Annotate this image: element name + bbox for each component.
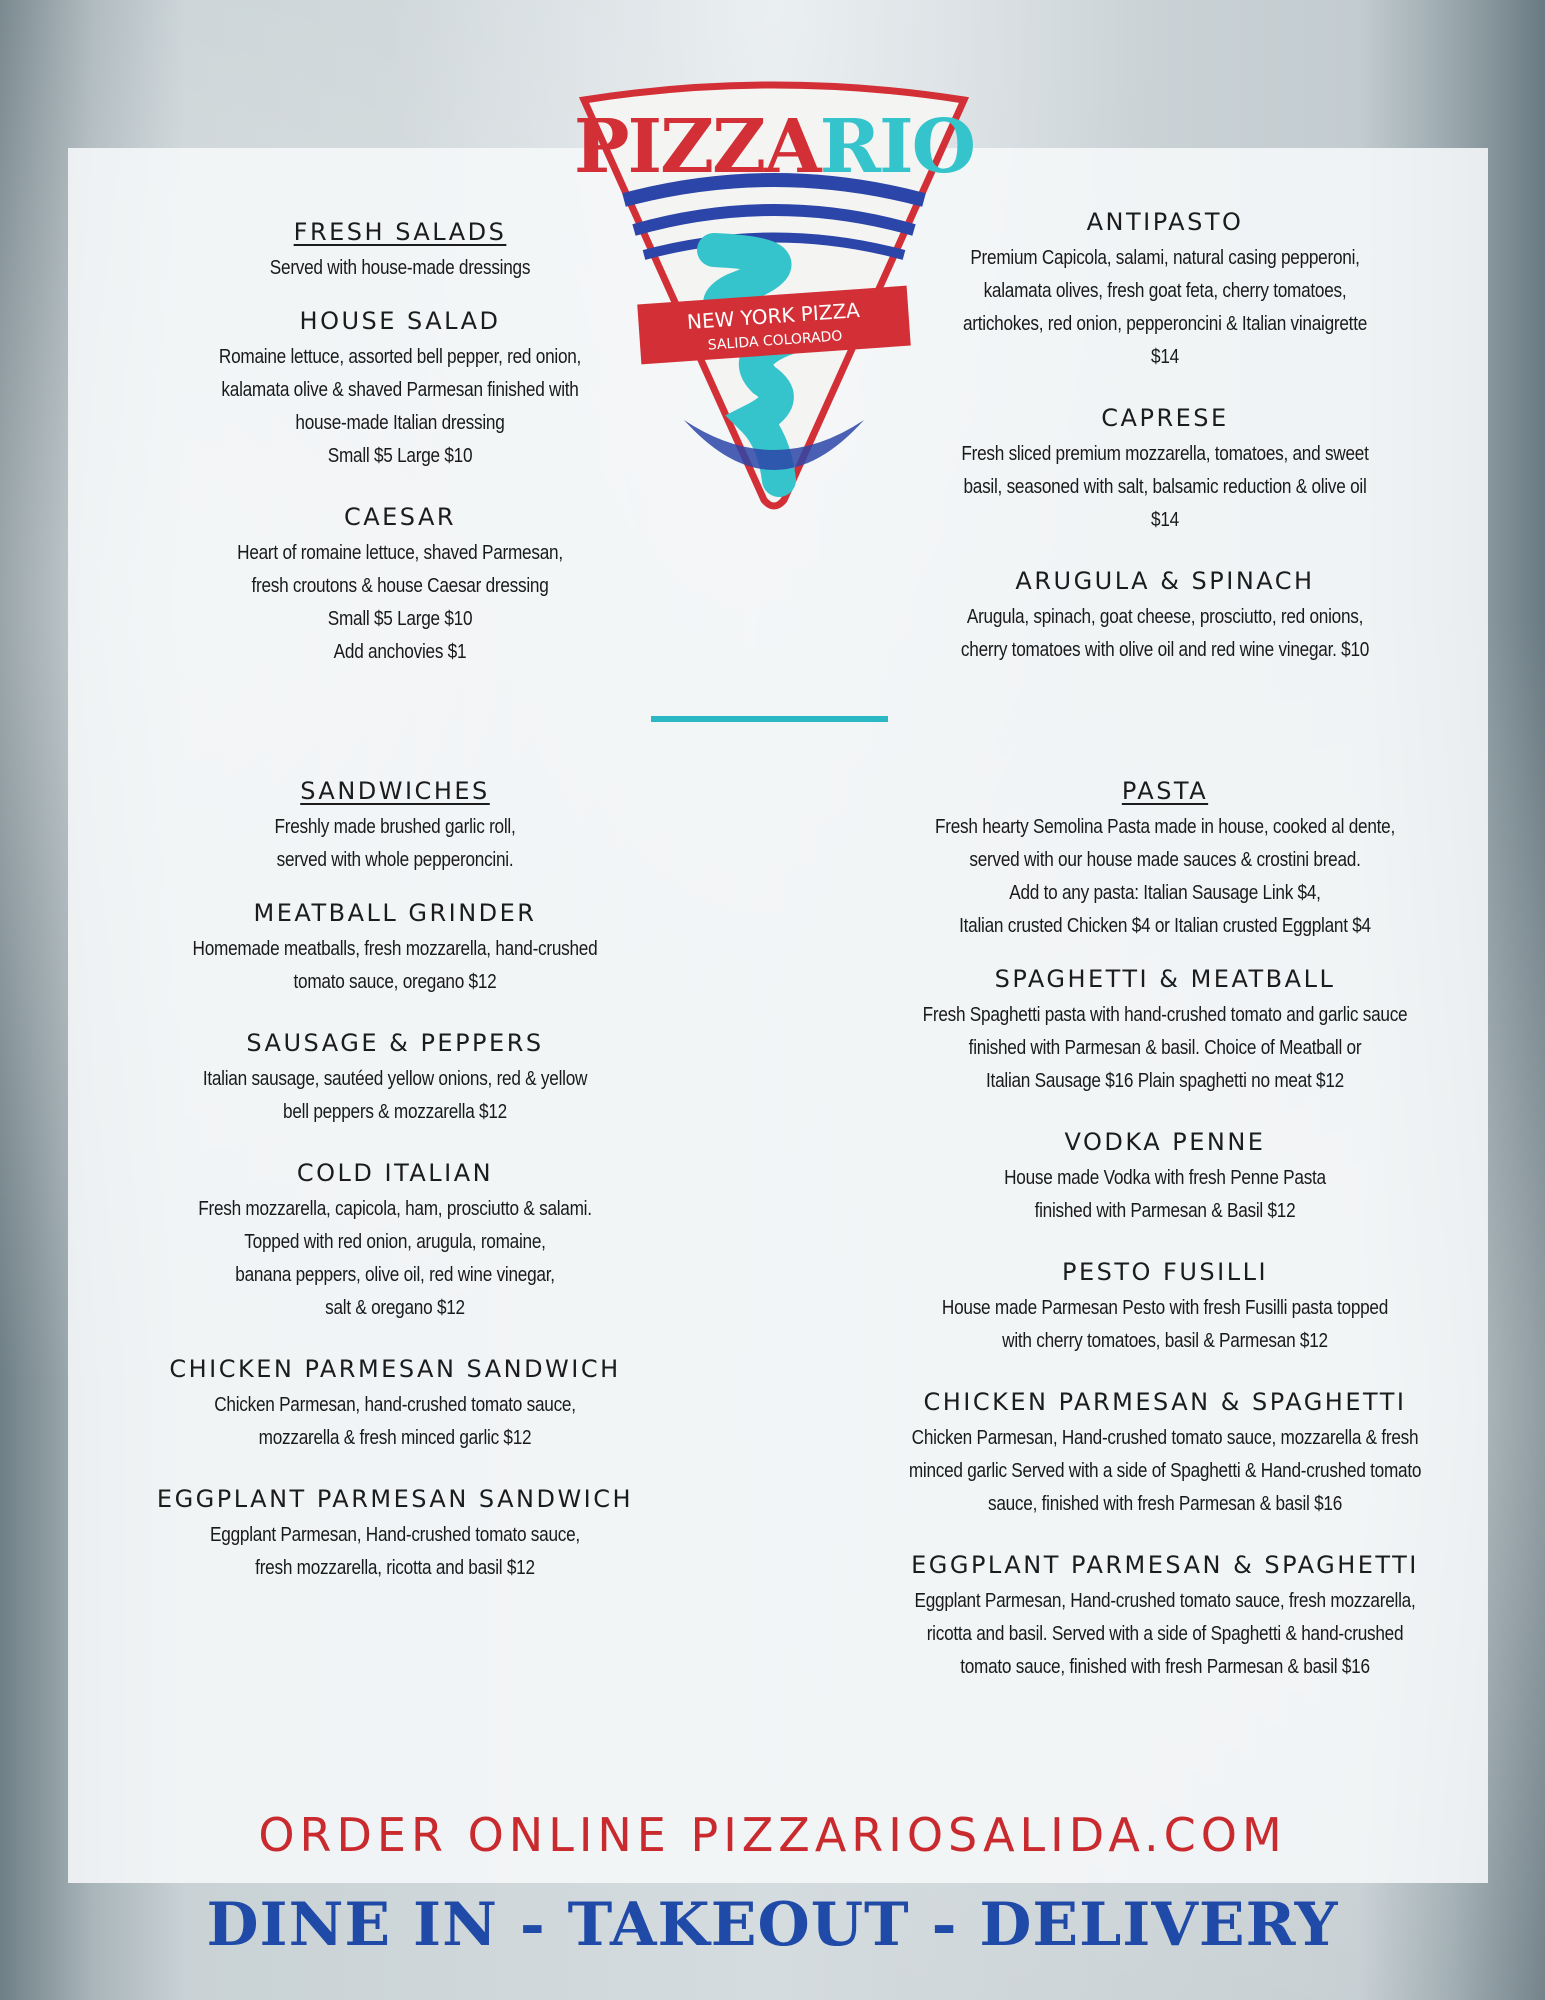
salads-title: FRESH SALADS bbox=[293, 218, 507, 246]
menu-item bbox=[850, 1128, 1480, 1228]
logo-name-blue: RIO bbox=[819, 104, 975, 190]
menu-item bbox=[850, 1388, 1480, 1521]
item-name: SAUSAGE & PEPPERS bbox=[246, 1029, 544, 1057]
pasta-title: PASTA bbox=[1121, 777, 1209, 805]
service-modes: DINE IN - TAKEOUT - DELIVERY bbox=[206, 1890, 1339, 1960]
logo-banner-line2: SALIDA COLORADO bbox=[707, 328, 843, 354]
item-desc: Eggplant Parmesan, Hand-crushed tomato sauce, fresh mozzarella, ricotta and basil. Served with a side of Spaghetti & hand-crushed tomato sauce, finished with fresh Parmesan & basil $16 bbox=[914, 1590, 1416, 1678]
item-desc: House made Parmesan Pesto with fresh Fusilli pasta topped with cherry tomatoes, basil & Parmesan $12 bbox=[941, 1297, 1389, 1352]
menu-item bbox=[140, 307, 660, 473]
pasta-subtitle: Fresh hearty Semolina Pasta made in house, cooked al dente, served with our house made sauces & crostini bread. Add to any pasta: Italian Sausage Link $4, Italian crusted Chicken $4 or Italian crusted Eggplant $4 bbox=[935, 816, 1395, 937]
menu-item bbox=[120, 1029, 670, 1129]
logo-banner-line1: NEW YORK PIZZA bbox=[686, 298, 861, 335]
salads-subtitle: Served with house-made dressings bbox=[269, 257, 531, 279]
order-online-link[interactable]: ORDER ONLINE PIZZARIOSALIDA.COM bbox=[258, 1808, 1287, 1862]
menu-item bbox=[140, 503, 660, 669]
item-desc: Arugula, spinach, goat cheese, prosciutto, red onions, cherry tomatoes with olive oil and red wine vinegar. $10 bbox=[960, 606, 1370, 661]
menu-item bbox=[120, 1159, 670, 1325]
menu-item bbox=[850, 1258, 1480, 1358]
item-desc: Heart of romaine lettuce, shaved Parmesan, fresh croutons & house Caesar dressing Small $5 Large $10 Add anchovies $1 bbox=[237, 542, 563, 663]
menu-item bbox=[850, 965, 1480, 1098]
pasta-column bbox=[850, 777, 1480, 1714]
item-name: CAESAR bbox=[343, 503, 457, 531]
item-desc: Fresh mozzarella, capicola, ham, prosciutto & salami. Topped with red onion, arugula, romaine, banana peppers, olive oil, red wine vinegar, salt & oregano $12 bbox=[198, 1198, 592, 1319]
item-name: CHICKEN PARMESAN & SPAGHETTI bbox=[923, 1388, 1407, 1416]
sandwiches-title: SANDWICHES bbox=[300, 777, 490, 805]
item-name: COLD ITALIAN bbox=[296, 1159, 494, 1187]
menu-item bbox=[880, 567, 1450, 667]
item-name: CAPRESE bbox=[1101, 404, 1229, 432]
item-name: EGGPLANT PARMESAN & SPAGHETTI bbox=[911, 1551, 1419, 1579]
item-desc: Chicken Parmesan, Hand-crushed tomato sauce, mozzarella & fresh minced garlic Served with a side of Spaghetti & Hand-crushed tomato sauce, finished with fresh Parmesan & basil $16 bbox=[908, 1427, 1422, 1515]
item-desc: House made Vodka with fresh Penne Pasta finished with Parmesan & Basil $12 bbox=[1004, 1167, 1326, 1222]
menu-item bbox=[880, 404, 1450, 537]
item-desc: Chicken Parmesan, hand-crushed tomato sauce, mozzarella & fresh minced garlic $12 bbox=[214, 1394, 576, 1449]
sandwiches-column bbox=[120, 777, 670, 1615]
item-name: ARUGULA & SPINACH bbox=[1015, 567, 1315, 595]
item-desc: Fresh Spaghetti pasta with hand-crushed tomato and garlic sauce finished with Parmesan & basil. Choice of Meatball or Italian Sausage $16 Plain spaghetti no meat $12 bbox=[922, 1004, 1408, 1092]
item-desc: Italian sausage, sautéed yellow onions, red & yellow bell peppers & mozzarella $12 bbox=[202, 1068, 588, 1123]
item-name: SPAGHETTI & MEATBALL bbox=[994, 965, 1336, 993]
item-desc: Homemade meatballs, fresh mozzarella, hand-crushed tomato sauce, oregano $12 bbox=[192, 938, 598, 993]
section-divider bbox=[651, 716, 888, 722]
item-name: ANTIPASTO bbox=[1086, 208, 1244, 236]
item-desc: Eggplant Parmesan, Hand-crushed tomato sauce, fresh mozzarella, ricotta and basil $12 bbox=[210, 1524, 580, 1579]
menu-item bbox=[120, 1485, 670, 1585]
salads-column bbox=[140, 218, 660, 699]
item-desc: Romaine lettuce, assorted bell pepper, red onion, kalamata olive & shaved Parmesan finished with house-made Italian dressing Small $5 Large $10 bbox=[218, 346, 582, 467]
item-name: HOUSE SALAD bbox=[299, 307, 501, 335]
item-name: EGGPLANT PARMESAN SANDWICH bbox=[156, 1485, 634, 1513]
menu-item bbox=[120, 899, 670, 999]
item-desc: Fresh sliced premium mozzarella, tomatoes, and sweet basil, seasoned with salt, balsamic reduction & olive oil $14 bbox=[961, 443, 1369, 531]
sandwiches-subtitle: Freshly made brushed garlic roll, served with whole pepperoncini. bbox=[274, 816, 516, 871]
logo-name-red: PIZZA bbox=[573, 104, 820, 190]
item-name: PESTO FUSILLI bbox=[1061, 1258, 1269, 1286]
menu-item bbox=[880, 208, 1450, 374]
item-name: CHICKEN PARMESAN SANDWICH bbox=[169, 1355, 621, 1383]
item-desc: Premium Capicola, salami, natural casing pepperoni, kalamata olives, fresh goat feta, cherry tomatoes, artichokes, red onion, pepperoncini & Italian vinaigrette $14 bbox=[962, 247, 1368, 368]
menu-item bbox=[850, 1551, 1480, 1684]
antipasti-column bbox=[880, 208, 1450, 697]
item-name: MEATBALL GRINDER bbox=[253, 899, 537, 927]
item-name: VODKA PENNE bbox=[1064, 1128, 1266, 1156]
menu-item bbox=[120, 1355, 670, 1455]
